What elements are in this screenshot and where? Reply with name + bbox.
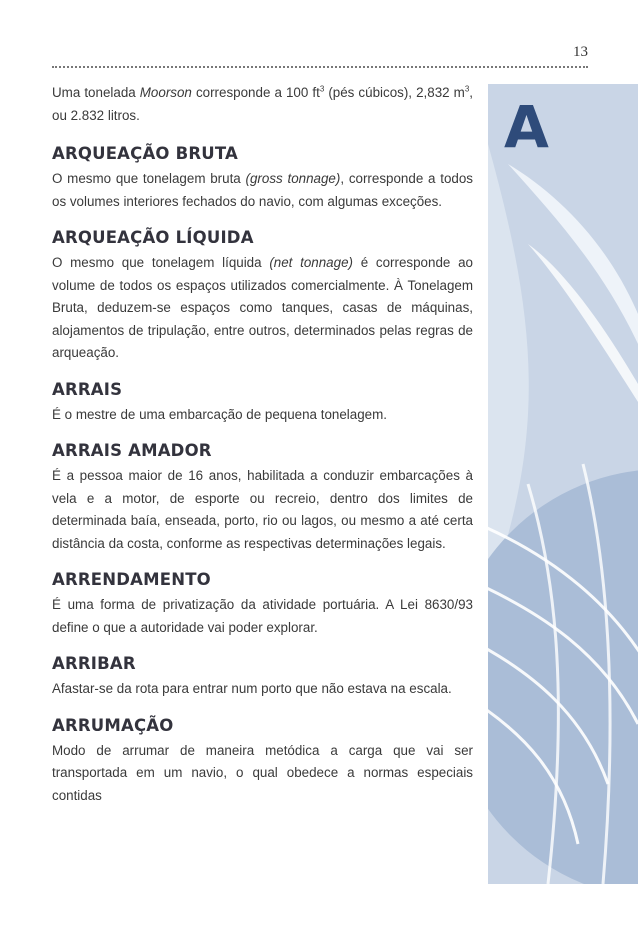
intro-text-1: Uma tonelada [52, 85, 140, 100]
header-dotted-rule [52, 66, 588, 68]
intro-text-4: , ou 2.832 litros. [52, 85, 473, 123]
definition-text: O mesmo que tonelagem bruta [52, 171, 246, 186]
side-decorative-panel [488, 84, 638, 884]
glossary-entry [52, 143, 473, 213]
intro-paragraph [52, 82, 473, 127]
definition-text: é corresponde ao volume de todos os espaços utilizados comercialmente. À Tonelagem Bruta, deduzem-se espaços como tanques, casas de máquinas, alojamentos de tripulação, entre outros, determinados pelas regras de arqueação. [52, 255, 473, 360]
entry-definition: É uma forma de privatização da atividade portuária. A Lei 8630/93 define o que a autoridade vai poder explorar. [52, 597, 473, 635]
glossary-entry [52, 379, 473, 427]
entry-term: ARRUMAÇÃO [52, 715, 174, 735]
entry-term: ARRAIS [52, 379, 123, 399]
entry-term: ARQUEAÇÃO BRUTA [52, 144, 239, 163]
glossary-entry [52, 440, 473, 555]
glossary-entry [52, 227, 473, 365]
entry-definition [52, 168, 473, 213]
entry-term: ARRENDAMENTO [52, 570, 211, 589]
entry-definition [52, 252, 473, 365]
page-number: 13 [573, 44, 588, 60]
definition-text: , corresponde a todos os volumes interiores fechados do navio, com algumas exceções. [52, 171, 473, 209]
intro-text-2: corresponde a 100 ft [191, 85, 320, 100]
entry-term: ARQUEAÇÃO LÍQUIDA [52, 228, 254, 247]
entry-term: ARRIBAR [52, 654, 136, 673]
intro-italic: Moorson [139, 85, 192, 100]
section-letter: A [504, 93, 549, 161]
definition-italic: (gross tonnage) [245, 171, 341, 186]
glossary-entry [52, 653, 473, 701]
glossary-entry [52, 569, 473, 639]
glossary-entry [52, 715, 473, 808]
entry-definition: É o mestre de uma embarcação de pequena tonelagem. [52, 406, 387, 422]
intro-superscript: 3 [319, 84, 325, 94]
intro-text-3: (pés cúbicos), 2,832 m [324, 85, 465, 100]
entry-definition: É a pessoa maior de 16 anos, habilitada a conduzir embarcações à vela e a motor, de esporte ou recreio, dentro dos limites de determinada baía, enseada, porto, rio ou lagos, ou mesmo a até certa distância da costa, conforme as respectivas determinações legais. [52, 468, 473, 551]
entry-term: ARRAIS AMADOR [52, 441, 212, 460]
definition-italic: (net tonnage) [269, 255, 353, 270]
glossary-content [52, 82, 473, 807]
entry-definition: Afastar-se da rota para entrar num porto que não estava na escala. [52, 681, 452, 696]
definition-text: O mesmo que tonelagem líquida [52, 255, 270, 270]
wave-decoration [488, 84, 638, 884]
intro-superscript-2: 3 [464, 84, 470, 94]
entry-definition: Modo de arrumar de maneira metódica a carga que vai ser transportada em um navio, o qual obedece a normas especiais contidas [52, 742, 473, 803]
